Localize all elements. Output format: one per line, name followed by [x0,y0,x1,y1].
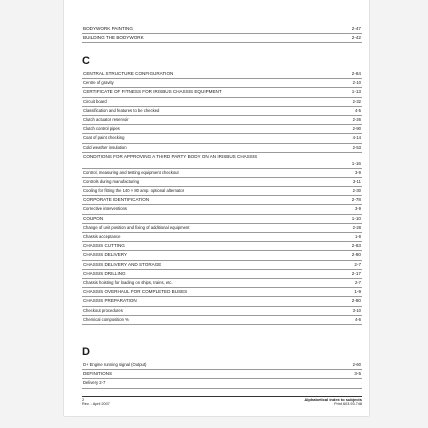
index-entry-text: Chassis hoisting for loading on ships, trains, etc. [83,279,173,285]
index-entry-text: Centre of gravity [83,80,114,86]
index-entry-page: 2-60 [352,362,361,367]
index-entry [82,125,362,134]
index-entry-text: Corrective interventions [83,206,127,212]
index-entry-page: 2-30 [352,188,361,194]
index-entry-page: 3-5 [354,371,361,377]
index-entry-text: Cold weather insulation [83,144,127,150]
index-entry [82,25,362,34]
index-entry-page: 3-9 [354,206,361,212]
index-entry-text: Coat of paint checking [83,135,125,141]
index-entry-text: CHASSIS DELIVERY AND STORAGE [83,261,162,267]
index-entry-text: Circuit board [83,98,107,104]
index-entry [82,98,362,107]
index-entry-page: 2-42 [351,35,361,41]
index-entry [82,116,362,125]
index-entries-d [82,361,362,389]
index-entry [82,361,362,370]
index-entry [82,307,362,316]
index-entry [82,205,362,214]
index-entry [82,224,362,233]
index-entry-page: 2-84 [351,71,361,76]
index-entry-text: CHASSIS PREPARATION [83,298,137,304]
index-entry-page: 2-78 [351,197,361,203]
index-entry [82,144,362,153]
index-entry [82,270,362,279]
index-entry-page: 4-6 [354,316,361,322]
section-letter-c: C [82,55,90,67]
footer-page-number: 2 [82,397,85,402]
index-entry-text: Chemical composition % [83,316,129,322]
index-section-d [82,346,362,389]
index-entry-text: CERTIFICATE OF FITNESS FOR IRISBUS CHASSIS EQUIPMENT [83,89,222,95]
index-entry [82,288,362,297]
index-entry-page: 2-80 [351,252,361,258]
index-entry-text: Chassis acceptance [83,234,121,239]
index-entry-page: 3-10 [352,307,361,313]
index-entry-text: DEFINITIONS [83,371,113,377]
footer-title: Alphabetical index to subjects [304,397,362,402]
index-entry-text: CORPORATE IDENTIFICATION [83,197,150,203]
index-entry-page: 2-28 [352,224,361,230]
index-section-c [82,55,362,325]
footer-revision: Rev. - April 2007 [82,402,110,406]
index-entry-text: Clutch actuator reservoir [83,116,129,122]
index-entry-text: CONDITIONS FOR APPROVING A THIRD PARTY BODY ON AN IRISBUS CHASSIS [83,153,258,159]
index-entry [82,107,362,116]
index-entry [82,79,362,88]
index-entry [82,251,362,260]
index-entry-page: 4-5 [354,107,361,113]
index-entry-text: BUILDING THE BODYWORK [83,35,144,41]
document-page [64,0,369,416]
index-entry-page: 2-17 [351,270,361,276]
index-entry [82,70,362,79]
footer-print-code: Print 603.93.748 [334,402,362,406]
index-entry [82,169,362,178]
index-entry [82,316,362,325]
index-entry-page: 2-10 [352,80,361,86]
index-entry [82,233,362,242]
index-entry-page: 2-53 [352,144,361,150]
index-entry [82,379,362,388]
index-entry [82,178,362,187]
index-entry [82,196,362,205]
index-entry [82,242,362,251]
index-entry [82,279,362,288]
index-entry-text: CHASSIS DELIVERY [83,252,128,258]
index-entry-text: Cooling for fitting the 140 × 80 amp. optional alternator [83,188,185,194]
index-entry-page: 2-47 [351,26,361,31]
index-entry [82,134,362,143]
index-entry-text: Change of unit position and fixing of additional equipment [83,224,190,230]
index-entry-text: COUPON [83,215,104,221]
index-entry [82,34,362,43]
index-entry-text: Control, measuring and testing equipment checkout [83,169,179,175]
index-entry-text: Clutch control pipes [83,126,120,132]
index-entry-page: 2-26 [352,116,361,122]
index-entry-page: 1-10 [351,215,361,221]
index-entry [82,215,362,224]
index-entry-text: BODYWORK PAINTING [83,26,133,31]
index-entry-page: 2-7 [354,261,361,267]
index-entry-text: CHASSIS OVERHAUL FOR COMPLETED BUSES [83,289,188,295]
index-entry-page: 2-83 [351,243,361,249]
index-entry-text: Controls during manufacturing [83,178,140,184]
index-entry-text: Checkout procedures [83,307,123,313]
index-block-b [82,25,362,43]
index-entry-page: 3-11 [352,178,361,184]
index-entry [82,370,362,379]
index-entry-text: CENTRAL STRUCTURE CONFIGURATION [83,71,174,76]
page-footer [82,396,362,412]
index-entry-text: Delivery 2-7 [83,380,106,386]
index-entry [82,153,362,169]
index-entry-page: 3-9 [354,169,361,175]
index-entry [82,297,362,306]
index-entry [82,261,362,270]
index-entries-c [82,70,362,325]
index-entry [82,187,362,196]
index-entry-page: 4-14 [352,135,361,141]
index-entry-text: Classification and features to be checked [83,107,160,113]
index-entry-page: 2-90 [352,126,361,132]
index-entry-text: D+ Engine running signal (Output) [83,362,147,367]
index-entry-page: 2-7 [354,279,361,285]
index-entry-text: CHASSIS DRILLING [83,270,126,276]
index-entry-page: 1-8 [354,234,361,239]
index-entry-page: 1-13 [351,89,361,95]
index-entry-text: CHASSIS CUTTING [83,243,125,249]
index-entry-page: 2-32 [352,98,361,104]
index-entry-page: 2-80 [351,298,361,304]
index-entry [82,88,362,97]
section-letter-d: D [82,346,90,358]
index-entry-page: 1-9 [354,289,361,295]
index-entry-page: 1-16 [351,160,361,166]
